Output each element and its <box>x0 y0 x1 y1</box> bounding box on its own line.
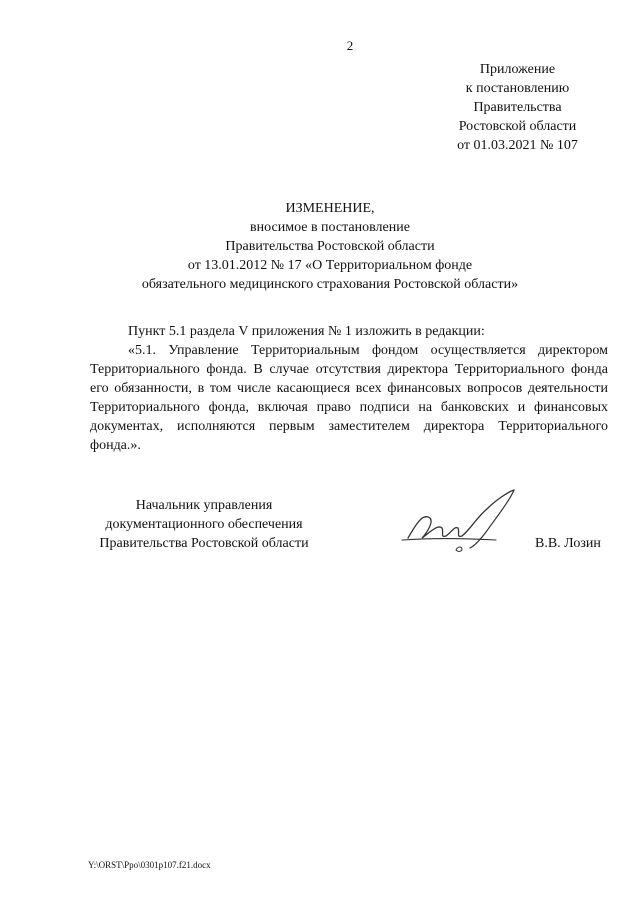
handwritten-signature <box>400 488 530 556</box>
appendix-line: от 01.03.2021 № 107 <box>457 138 578 153</box>
signer-position-line: документационного обеспечения <box>105 517 303 532</box>
file-path-footer: Y:\ORST\Ppo\0301p107.f21.docx <box>88 860 211 870</box>
appendix-line: Приложение <box>479 62 556 77</box>
heading-line: Правительства Ростовской области <box>225 239 435 254</box>
signer-position-line: Правительства Ростовской области <box>99 536 309 551</box>
signer-name: В.В. Лозин <box>535 536 601 551</box>
appendix-block <box>430 60 605 155</box>
heading-line: от 13.01.2012 № 17 «О Территориальном фонде <box>187 258 473 273</box>
appendix-line: Ростовской области <box>458 119 577 134</box>
heading-line: обязательного медицинского страхования Ростовской области» <box>141 277 519 292</box>
appendix-line: к постановлению <box>465 81 570 96</box>
document-body <box>90 322 608 455</box>
heading-line: вносимое в постановление <box>250 220 410 235</box>
page-number: 2 <box>346 38 354 53</box>
amendment-intro: Пункт 5.1 раздела V приложения № 1 изложить в редакции: <box>128 324 485 339</box>
signer-position-line: Начальник управления <box>135 498 273 513</box>
appendix-line: Правительства <box>473 100 562 115</box>
document-heading <box>90 199 570 294</box>
amendment-quote: «5.1. Управление Территориальным фондом осуществляется директором Территориального фонда. В случае отсутствия директора Территориального фонда его обязанности, в том числе касающиеся всех финансовых вопросов деятельности Территориального фонда, включая право подписи на банковских и финансовых документах, исполняются первым заместителем директора Территориального фонда.». <box>90 343 608 453</box>
document-title: ИЗМЕНЕНИЕ, <box>285 201 375 216</box>
signer-position <box>90 496 318 553</box>
